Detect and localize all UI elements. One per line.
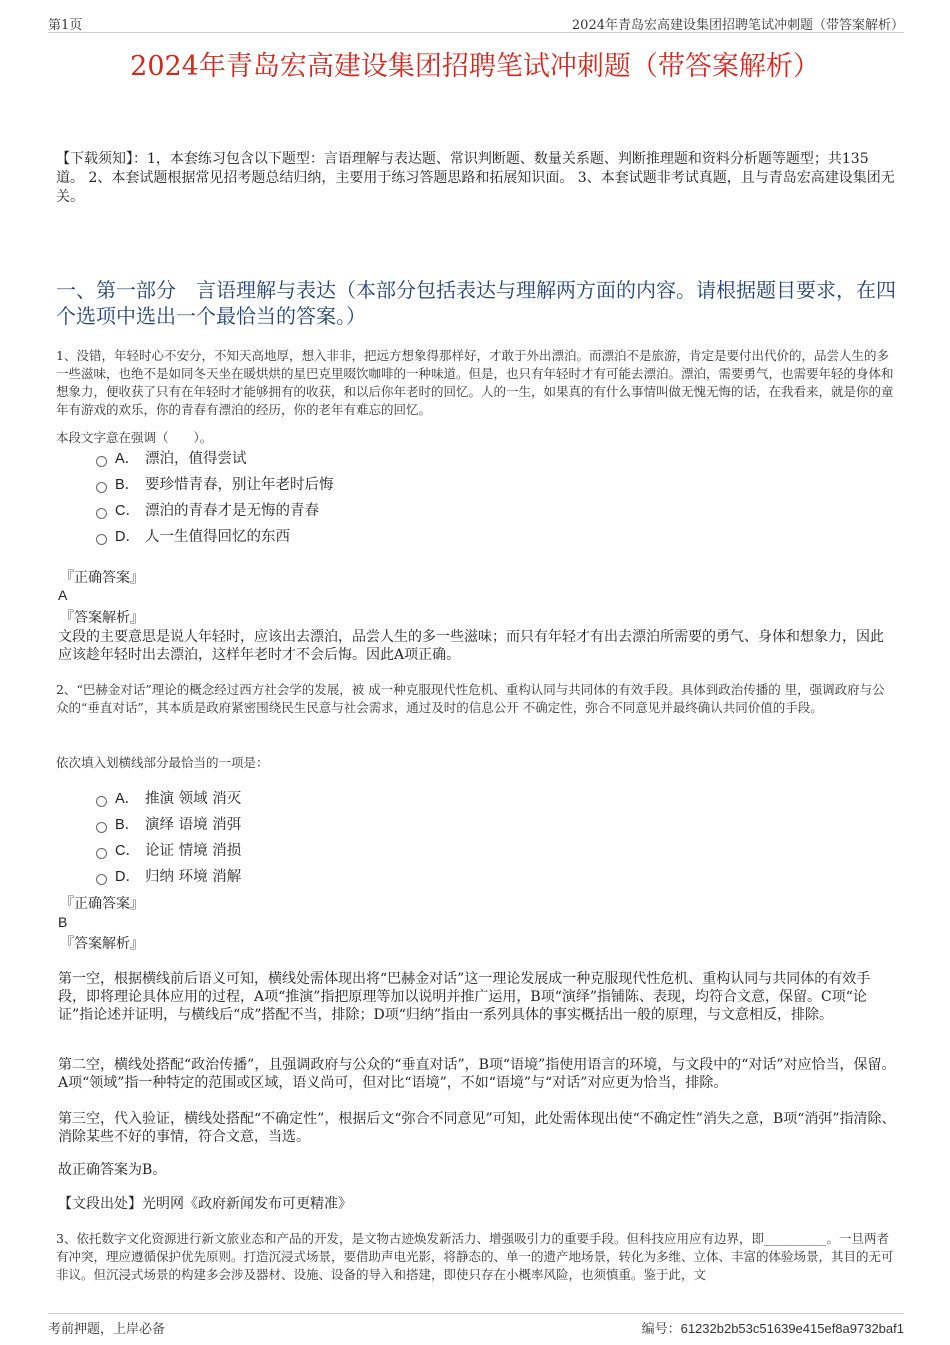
q1-option-d[interactable]: D． 人一生值得回忆的东西 xyxy=(96,527,290,547)
radio-icon[interactable] xyxy=(96,456,107,467)
q2-analysis-para: 故正确答案为B。 xyxy=(58,1162,167,1178)
footer-code: 编号：61232b2b53c51639e415ef8a9732baf1 xyxy=(641,1321,904,1337)
header-doc-title: 2024年青岛宏高建设集团招聘笔试冲刺题（带答案解析） xyxy=(571,18,904,33)
q2-source: 【文段出处】光明网《政府新闻发布可更精准》 xyxy=(58,1196,352,1212)
radio-icon[interactable] xyxy=(96,796,107,807)
q2-analysis-para: 第二空，横线处搭配“政治传播”，且强调政府与公众的“垂直对话”，B项“语境”指使用语言的环境，与文段中的“对话”对应恰当，保留。A项“领域”指一种特定的范围或区域，语义尚可，但对比“语境”，不如“语境”与“对话”对应更为恰当，排除。 xyxy=(58,1057,896,1091)
q1-answer: A xyxy=(58,587,68,603)
q2-option-d[interactable]: D． 归纳 环境 消解 xyxy=(96,867,241,887)
q3-stem: 3、依托数字文化资源进行新文旅业态和产品的开发，是文物古迹焕发新活力、增强吸引力的重要手段。但科技应用应有边界，即__________。一旦两者有冲突，理应遵循保护优先原则。打造沉浸式场景，要借助声电光影，将静态的、单一的遗产地场景，转化为多维、立体、丰富的体验场景，其目的无可非议。但沉浸式场景的构建多会涉及器材、设施、设备的导入和搭建，即使只存在小概率风险，也须慎重。鉴于此，文 xyxy=(56,1231,894,1282)
radio-icon[interactable] xyxy=(96,874,107,885)
q2-stem: 2、“巴赫金对话”理论的概念经过西方社会学的发展，被 成一种克服现代性危机、重构认同与共同体的有效手段。具体到政治传播的 里，强调政府与公众的“垂直对话”，其本质是政府紧密围绕民生民意与社会需求，通过及时的信息公开 不确定性，弥合不同意见并最终确认共同价值的手段。 xyxy=(56,682,885,715)
footer-slogan: 考前押题，上岸必备 xyxy=(48,1322,166,1337)
radio-icon[interactable] xyxy=(96,534,107,545)
q2-analysis-para: 第一空，根据横线前后语义可知，横线处需体现出将“巴赫金对话”这一理论发展成一种克服现代性危机、重构认同与共同体的有效手段，即将理论具体应用的过程，A项“推演”指把原理等加以说明并推广运用，B项“演绎”指铺陈、表现，均符合文意，保留。C项“论证”指论述并证明，与横线后“成”搭配不当，排除；D项“归纳”指由一系列具体的事实概括出一般的原理，与文意相反，排除。 xyxy=(58,971,871,1023)
radio-icon[interactable] xyxy=(96,848,107,859)
document-title: 2024年青岛宏高建设集团招聘笔试冲刺题（带答案解析） xyxy=(130,51,820,82)
radio-icon[interactable] xyxy=(96,508,107,519)
q2-option-b[interactable]: B． 演绎 语境 消弭 xyxy=(96,815,241,835)
q2-option-a[interactable]: A． 推演 领域 消灭 xyxy=(96,789,241,809)
section-heading: 一、第一部分 言语理解与表达（本部分包括表达与理解两方面的内容。请根据题目要求，在四个选项中选出一个最恰当的答案。） xyxy=(56,278,896,328)
q2-answer: B xyxy=(58,914,68,930)
q2-prompt: 依次填入划横线部分最恰当的一项是： xyxy=(56,755,269,770)
q1-answer-label: 『正确答案』 xyxy=(60,570,144,586)
q1-analysis: 文段的主要意思是说人年轻时，应该出去漂泊，品尝人生的多一些滋味；而只有年轻才有出去漂泊所需要的勇气、身体和想象力，因此应该趁年轻时出去漂泊，这样年老时才不会后悔。因此A项正确。 xyxy=(58,629,884,663)
q1-stem: 1、没错，年轻时心不安分，不知天高地厚，想入非非，把远方想象得那样好，才敢于外出漂泊。而漂泊不是旅游，肯定是要付出代价的，品尝人生的多一些滋味，也绝不是如同冬天坐在暖烘烘的星巴克里啜饮咖啡的一种味道。但是，也只有年轻时才有可能去漂泊。漂泊，需要勇气，也需要年轻的身体和想象力，便收获了只有在年轻时才能够拥有的收获，和以后你年老时的回忆。人的一生，如果真的有什么事情叫做无愧无悔的话，在我看来，就是你的童年有游戏的欢乐，你的青春有漂泊的经历，你的老年有难忘的回忆。 xyxy=(56,348,894,417)
download-notice: 【下载须知】：1，本套练习包含以下题型：言语理解与表达题、常识判断题、数量关系题、判断推理题和资料分析题等题型；共135道。 2、本套试题根据常见招考题总结归纳，主要用于练习答题思路和拓展知识面。 3、本套试题非考试真题，且与青岛宏高建设集团无关。 xyxy=(56,151,895,205)
q2-analysis-para: 第三空，代入验证，横线处搭配“不确定性”，根据后文“弥合不同意见”可知，此处需体现出使“不确定性”消失之意，B项“消弭”指清除、消除某些不好的事情，符合文意，当选。 xyxy=(58,1111,896,1145)
radio-icon[interactable] xyxy=(96,822,107,833)
page-number: 第1页 xyxy=(48,18,83,33)
q2-option-c[interactable]: C． 论证 情境 消损 xyxy=(96,841,241,861)
page-header xyxy=(48,12,904,33)
q2-answer-label: 『正确答案』 xyxy=(60,896,144,912)
radio-icon[interactable] xyxy=(96,482,107,493)
q1-analysis-label: 『答案解析』 xyxy=(60,610,144,626)
page-footer xyxy=(48,1313,904,1337)
q1-option-c[interactable]: C． 漂泊的青春才是无悔的青春 xyxy=(96,501,319,521)
q2-analysis-label: 『答案解析』 xyxy=(60,936,144,952)
q1-prompt: 本段文字意在强调（ ）。 xyxy=(56,430,213,445)
q1-option-b[interactable]: B． 要珍惜青春，别让年老时后悔 xyxy=(96,475,334,495)
q1-option-a[interactable]: A． 漂泊，值得尝试 xyxy=(96,449,247,469)
